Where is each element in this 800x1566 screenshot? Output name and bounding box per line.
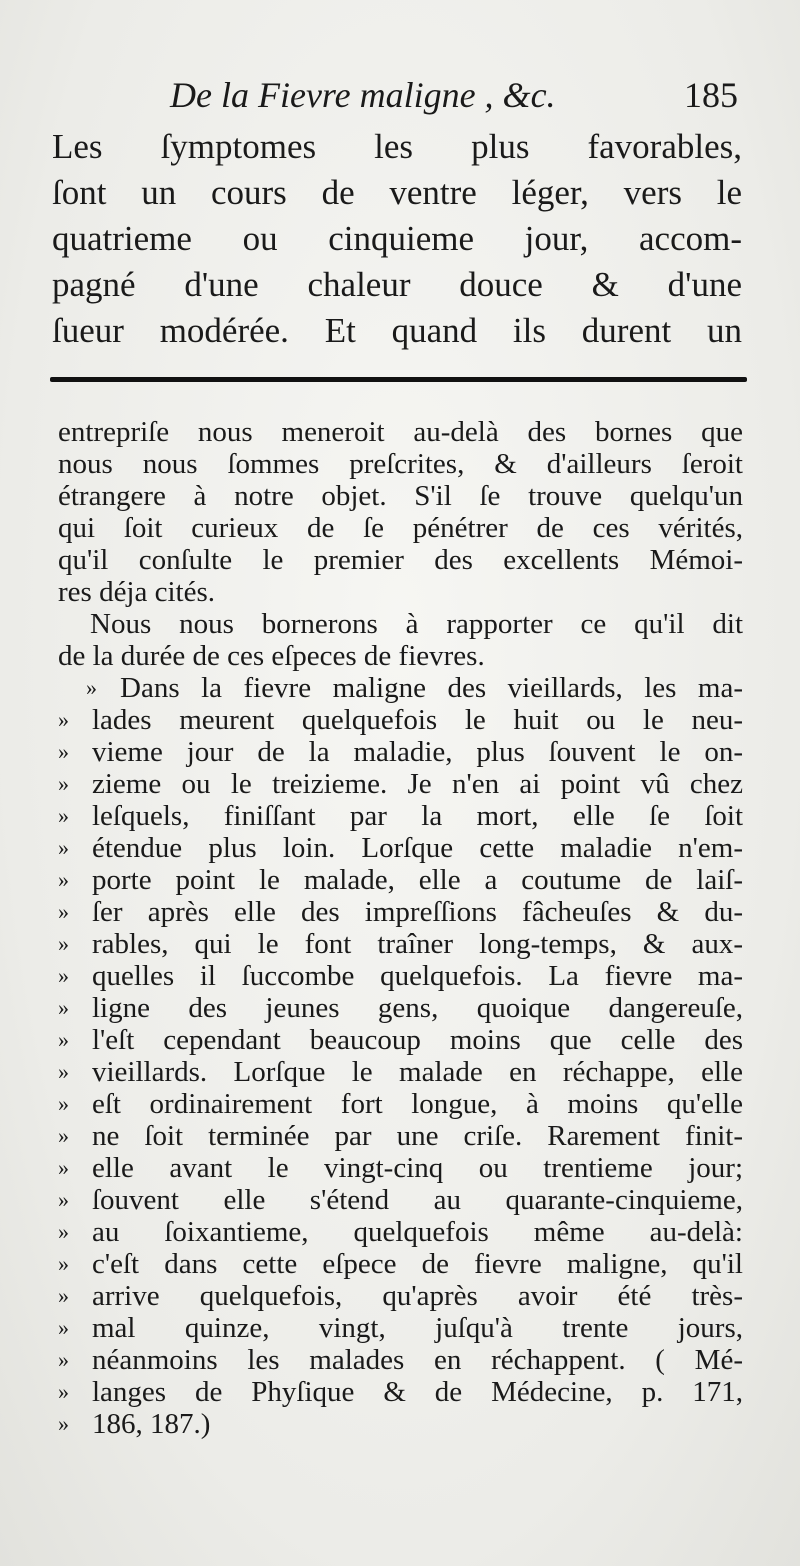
quote-text: elle avant le vingt-cinq ou trentieme jour; [92, 1152, 743, 1184]
quote-text: étendue plus loin. Lorſque cette maladie n'em- [92, 832, 743, 864]
quote-line [58, 960, 743, 992]
text-line: entrepriſe nous meneroit au-delà des bornes que [58, 416, 743, 448]
quote-line [58, 1024, 743, 1056]
quote-line [58, 1312, 743, 1344]
quote-text: c'eſt dans cette eſpece de fievre maligne, qu'il [92, 1248, 743, 1280]
quote-text: rables, qui le font traîner long-temps, & aux- [92, 928, 743, 960]
quote-line [58, 800, 743, 832]
quote-text: langes de Phyſique & de Médecine, p. 171, [92, 1376, 743, 1408]
quotation-mark: » [58, 835, 69, 860]
quote-text: ne ſoit terminée par une criſe. Rarement finit- [92, 1120, 743, 1152]
quote-line [58, 736, 743, 768]
quote-line [58, 1056, 743, 1088]
top-paragraph [52, 124, 742, 354]
quote-line [58, 1088, 743, 1120]
quote-text: lades meurent quelquefois le huit ou le neu- [92, 704, 743, 736]
quote-line [58, 832, 743, 864]
quotation-mark: » [58, 1091, 69, 1116]
quotation-mark: » [58, 1411, 69, 1436]
quotation-mark: » [58, 899, 69, 924]
quote-text: Dans la fievre maligne des vieillards, les ma- [120, 672, 743, 704]
text-line: de la durée de ces eſpeces de fievres. [58, 640, 485, 672]
quote-text: néanmoins les malades en réchappent. ( Mé- [92, 1344, 743, 1376]
quote-text: vieillards. Lorſque le malade en réchappe, elle [92, 1056, 743, 1088]
quotation-mark: » [58, 771, 69, 796]
quote-line [58, 672, 743, 704]
page-divider-rule [50, 377, 747, 382]
quotation-mark: » [58, 1315, 69, 1340]
quote-text: l'eſt cependant beaucoup moins que celle des [92, 1024, 743, 1056]
quotation-mark: » [58, 867, 69, 892]
quote-line [58, 1184, 743, 1216]
text-line: ſont un cours de ventre léger, vers le [52, 173, 742, 212]
text-line: Les ſymptomes les plus favorables, [52, 127, 742, 166]
quote-line [58, 864, 743, 896]
quote-line [58, 704, 743, 736]
text-line: quatrieme ou cinquieme jour, accom- [52, 219, 742, 258]
quote-text: mal quinze, vingt, juſqu'à trente jours, [92, 1312, 743, 1344]
quote-text: eſt ordinairement fort longue, à moins qu'elle [92, 1088, 743, 1120]
quote-line [58, 1408, 743, 1440]
quote-line [58, 1248, 743, 1280]
quotation-mark: » [58, 1379, 69, 1404]
quote-text: zieme ou le treizieme. Je n'en ai point vû chez [92, 768, 743, 800]
quotation-mark: » [58, 739, 69, 764]
quote-text: au ſoixantieme, quelquefois même au-delà: [92, 1216, 743, 1248]
quote-text: 186, 187.) [92, 1408, 211, 1440]
quotation-mark: » [58, 995, 69, 1020]
quote-line [58, 992, 743, 1024]
quote-line [58, 896, 743, 928]
quote-line [58, 1152, 743, 1184]
quotation-mark: » [58, 963, 69, 988]
quotation-mark: » [58, 1283, 69, 1308]
quote-line [58, 1120, 743, 1152]
text-line: res déja cités. [58, 576, 216, 608]
page-number: 185 [684, 75, 738, 115]
quotation-mark: » [58, 1123, 69, 1148]
quotation-mark: » [58, 1187, 69, 1212]
quotation-block [58, 672, 743, 1440]
quote-line [58, 928, 743, 960]
quotation-mark: » [58, 931, 69, 956]
quotation-mark: » [58, 1219, 69, 1244]
quotation-mark: » [58, 1059, 69, 1084]
text-line: pagné d'une chaleur douce & d'une [52, 265, 742, 304]
text-line: étrangere à notre objet. S'il ſe trouve quelqu'un [58, 480, 743, 512]
quote-text: ſouvent elle s'étend au quarante-cinquieme, [92, 1184, 743, 1216]
quote-text: vieme jour de la maladie, plus ſouvent le on- [92, 736, 743, 768]
quote-text: quelles il ſuccombe quelquefois. La fievre ma- [92, 960, 743, 992]
quote-line [58, 1376, 743, 1408]
quote-line [58, 1344, 743, 1376]
quotation-mark: » [86, 675, 97, 700]
quotation-mark: » [58, 1251, 69, 1276]
running-header [170, 74, 740, 124]
quote-line [58, 768, 743, 800]
quote-line [58, 1280, 743, 1312]
body-text [58, 416, 743, 1440]
quotation-mark: » [58, 707, 69, 732]
text-line: qui ſoit curieux de ſe pénétrer de ces vérités, [58, 512, 743, 544]
text-line: nous nous ſommes preſcrites, & d'ailleurs ſeroit [58, 448, 743, 480]
text-line: ſueur modérée. Et quand ils durent un [52, 311, 742, 350]
quotation-mark: » [58, 1155, 69, 1180]
quotation-mark: » [58, 803, 69, 828]
quote-text: ſer après elle des impreſſions fâcheuſes & du- [92, 896, 743, 928]
running-title: De la Fievre maligne , &c. [170, 75, 556, 115]
text-line: qu'il conſulte le premier des excellents Mémoi- [58, 544, 743, 576]
quote-text: porte point le malade, elle a coutume de laiſ- [92, 864, 743, 896]
quote-text: arrive quelquefois, qu'après avoir été très- [92, 1280, 743, 1312]
quote-line [58, 1216, 743, 1248]
text-line: Nous nous bornerons à rapporter ce qu'il dit [90, 608, 743, 640]
quotation-mark: » [58, 1027, 69, 1052]
quote-text: ligne des jeunes gens, quoique dangereuſe, [92, 992, 743, 1024]
quote-text: leſquels, finiſſant par la mort, elle ſe ſoit [92, 800, 743, 832]
quotation-mark: » [58, 1347, 69, 1372]
